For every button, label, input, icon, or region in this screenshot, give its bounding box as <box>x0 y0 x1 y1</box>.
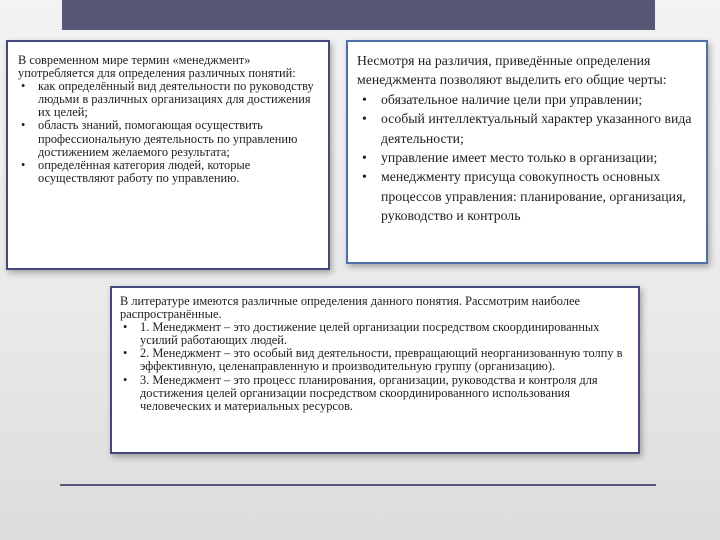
definitions-list <box>18 80 318 185</box>
bullet-icon: • <box>123 346 128 361</box>
list-item-text: определённая категория людей, которые осуществляют работу по управлению. <box>38 157 251 185</box>
common-features-list <box>357 90 698 226</box>
list-item-text: 3. Менеджмент – это процесс планирования, организации, руководства и контроля для достижения целей организации посредством скоординированного использования человеческих и материальных ресурсов. <box>140 372 598 413</box>
list-item <box>357 167 698 225</box>
list-item <box>120 321 630 347</box>
bullet-icon: • <box>123 320 128 335</box>
bullet-icon: • <box>362 150 367 166</box>
list-item-text: управление имеет место только в организации; <box>381 150 658 166</box>
list-item <box>357 109 698 148</box>
list-item-text: особый интеллектуальный характер указанного вида деятельности; <box>381 111 692 146</box>
list-item <box>18 159 318 185</box>
common-features-intro: Несмотря на различия, приведённые определения менеджмента позволяют выделить его общие черты: <box>357 53 667 88</box>
list-item <box>357 90 698 109</box>
list-item-text: 2. Менеджмент – это особый вид деятельности, превращающий неорганизованную толпу в эффективную, целенаправленную и производительную группу (организацию). <box>140 346 623 374</box>
literature-list <box>120 321 630 413</box>
title-bar <box>62 0 655 30</box>
bullet-icon: • <box>362 111 367 127</box>
list-item <box>18 80 318 119</box>
bullet-icon: • <box>21 118 26 133</box>
list-item-text: 1. Менеджмент – это достижение целей организации посредством скоординированных усилий работающих людей. <box>140 320 600 348</box>
list-item <box>357 148 698 167</box>
list-item <box>18 119 318 158</box>
list-item-text: как определённый вид деятельности по руководству людьми в различных организациях для достижения их целей; <box>38 79 314 120</box>
bullet-icon: • <box>21 157 26 172</box>
list-item-text: обязательное наличие цели при управлении; <box>381 91 643 107</box>
list-item <box>120 374 630 413</box>
bullet-icon: • <box>123 372 128 387</box>
list-item <box>120 347 630 373</box>
bullet-icon: • <box>362 91 367 107</box>
literature-definitions-panel <box>110 286 640 454</box>
literature-intro: В литературе имеются различные определения данного понятия. Рассмотрим наиболее распространённые. <box>120 294 581 322</box>
bullet-icon: • <box>21 79 26 94</box>
list-item-text: менеджменту присуща совокупность основных процессов управления: планирование, организация, руководство и контроль <box>381 169 686 224</box>
definitions-intro: В современном мире термин «менеджмент» употребляется для определения различных понятий: <box>18 53 296 81</box>
common-features-panel <box>346 40 708 264</box>
definitions-panel <box>6 40 330 270</box>
footer-divider <box>60 484 656 486</box>
list-item-text: область знаний, помогающая осуществить профессиональную деятельность по управлению достижением желаемого результата; <box>38 118 298 159</box>
bullet-icon: • <box>362 169 367 185</box>
